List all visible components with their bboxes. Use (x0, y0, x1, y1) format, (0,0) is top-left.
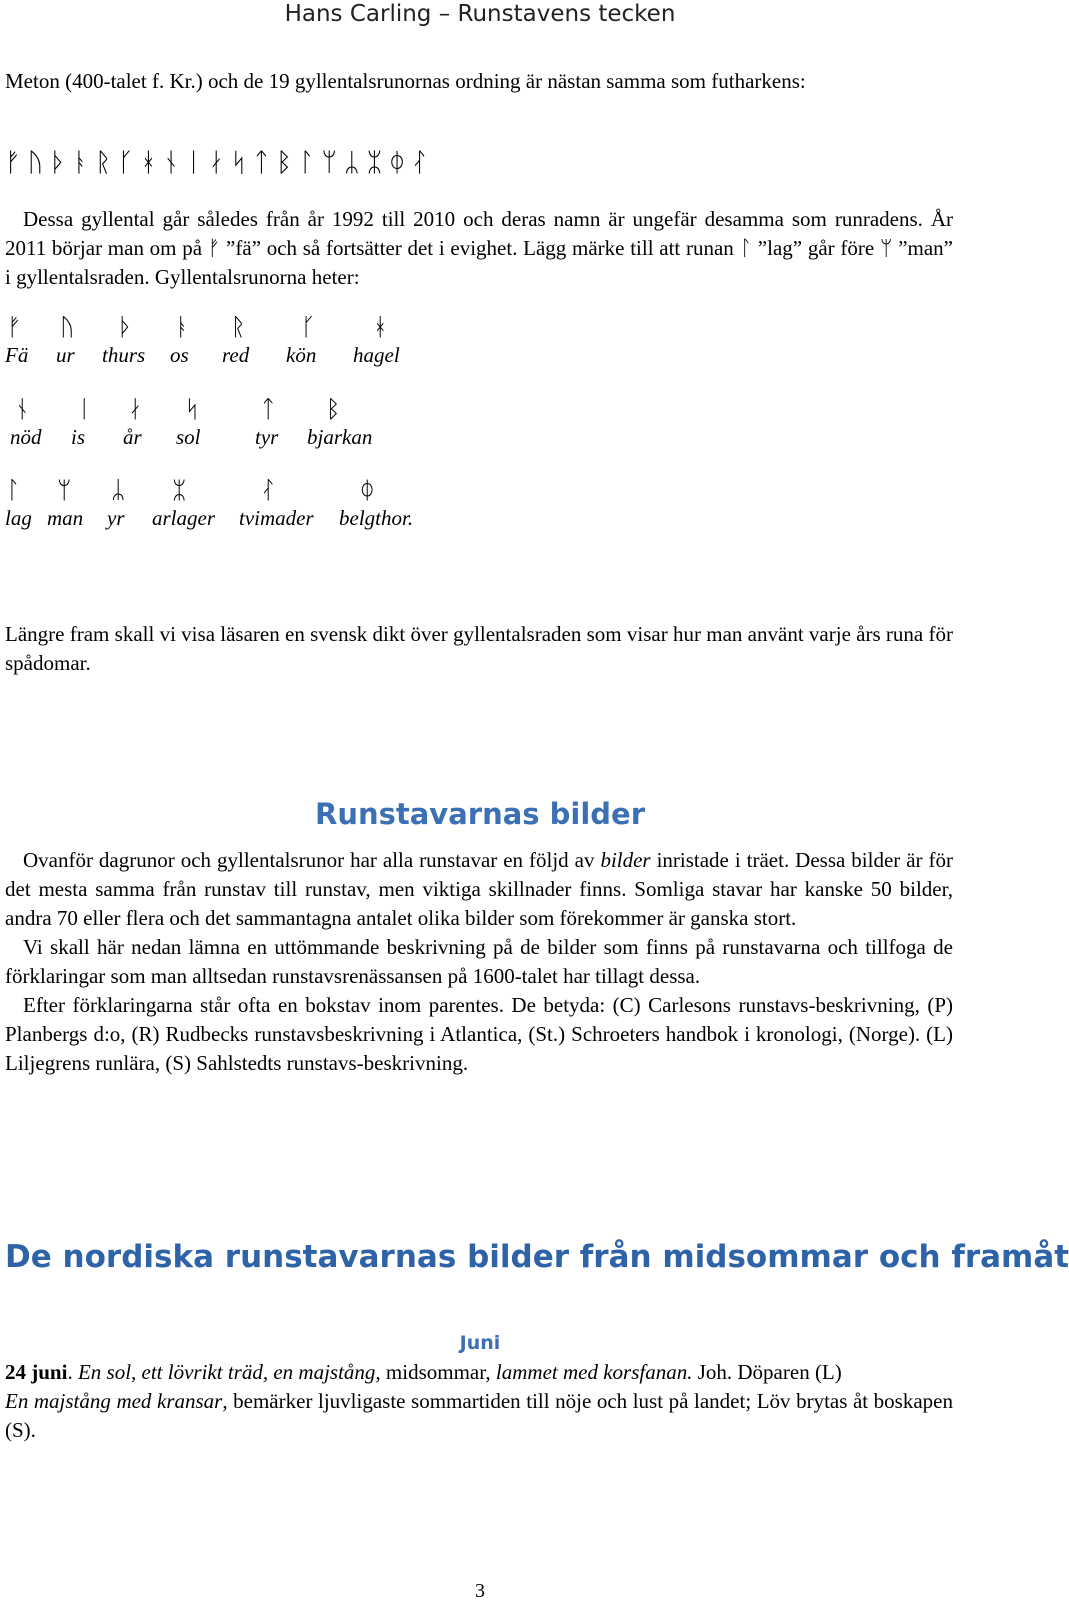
emphasis-bilder: bilder (600, 848, 651, 872)
rune-man: ᛘ (879, 236, 893, 260)
rune-glyph: ᚢ (60, 313, 75, 341)
rune-glyph: ᚾ (15, 395, 30, 423)
rune-glyph: ᛒ (326, 395, 341, 423)
rune-glyph: ᚴ (301, 313, 316, 341)
rune-glyph: ᛰ (360, 476, 375, 504)
text-segment: ”lag” går före (752, 236, 880, 260)
rune-name: is (71, 425, 86, 449)
rune-glyph: ᛘ (57, 476, 72, 504)
rune-fa: ᚠ (207, 236, 221, 260)
paragraph-forklaringar: Efter förklaringarna står ofta en bokstav inom parentes. De betyda: (C) Carlesons runstavs-beskrivning, (P) Planbergs d:o, (R) Rudbecks runstavsbeskrivning i Atlantica, (St.) Schroeters handbok i kronologi, (Norge). (L) Liljegrens runlära, (S) Sahlstedts runstavs-beskrivning. (5, 993, 953, 1075)
entry-majstang (5, 1387, 953, 1445)
rune-glyph: ᚠ (7, 313, 22, 341)
dikt-text: Längre fram skall vi visa läsaren en svensk dikt över gyllentalsraden som visar hur man använt varje års runa för spådomar. (5, 622, 953, 675)
intro-text: Meton (400-talet f. Kr.) och de 19 gyllentalsrunornas ordning är nästan samma som futharkens: (5, 69, 806, 93)
rune-name: tvimader (239, 506, 314, 530)
rune-name: yr (107, 506, 125, 530)
emphasis: lammet med korsfanan. (495, 1360, 693, 1384)
rune-name: kön (286, 343, 317, 367)
rune-name: arlager (152, 506, 215, 530)
entry-24-juni (5, 1358, 953, 1387)
text-segment: , bemärker ljuvligaste sommartiden till nöje och lust på landet; Löv brytas åt boskapen (S). (5, 1389, 953, 1442)
rune-glyph: ᛚ (6, 476, 21, 504)
rune-name: lag (5, 506, 32, 530)
rune-glyph: ᛦ (111, 476, 126, 504)
entry-date: 24 juni (5, 1360, 68, 1384)
paragraph-bilder-intro (5, 846, 953, 933)
intro-paragraph (5, 67, 953, 96)
text-segment: ”man” i gyllentalsraden. Gyllentalsrunorna heter: (5, 236, 953, 289)
page-number: 3 (475, 1580, 485, 1602)
rune-glyph: ᛏ (261, 395, 276, 423)
text-segment: Dessa gyllental går således från år 1992 till 2010 och deras namn är ungefär desamma som runradens. År 2011 börjar man om på (5, 207, 953, 260)
paragraph-dikt (5, 620, 953, 678)
rune-name: år (123, 425, 142, 449)
rune-name: thurs (102, 343, 146, 367)
text-segment: midsommar, (380, 1360, 496, 1384)
rune-glyph: ᛋ (185, 395, 200, 423)
emphasis: En sol, ett lövrikt träd, en majstång, (77, 1360, 381, 1384)
heading-runstavarnas-bilder: Runstavarnas bilder (314, 797, 646, 831)
rune-name: red (222, 343, 250, 367)
heading-juni: Juni (459, 1332, 501, 1354)
paragraph-gyllental (5, 205, 953, 292)
rune-name: belgthor. (339, 506, 414, 530)
heading-nordiska-runstavarnas-bilder: De nordiska runstavarnas bilder från midsommar och framåt (5, 1239, 1069, 1275)
rune-glyph: ᚱ (231, 313, 246, 341)
rune-name: man (47, 506, 84, 530)
rune-name: Fä (5, 343, 29, 367)
section-bilder (5, 846, 953, 1078)
text-segment: . (67, 1360, 78, 1384)
rune-lag: ᛚ (739, 236, 753, 260)
text-segment: ”fä” och så fortsätter det i evighet. Lägg märke till att runan (220, 236, 740, 260)
rune-name: hagel (353, 343, 400, 367)
rune-name: os (170, 343, 189, 367)
rune-glyph: ᚭ (175, 313, 190, 341)
emphasis: En majstång med kransar (5, 1389, 223, 1413)
rune-glyph: ᚼ (373, 313, 388, 341)
page-header: Hans Carling – Runstavens tecken (284, 1, 676, 27)
rune-name: bjarkan (307, 425, 373, 449)
rune-name: nöd (10, 425, 42, 449)
text-segment: Ovanför dagrunor och gyllentalsrunor har alla runstavar en följd av (23, 848, 601, 872)
rune-glyph: ᛁ (77, 395, 92, 423)
futhark-rune-row: ᚠᚢᚦᚭᚱᚴᚼᚾᛁᛅᛋᛏᛒᛚᛘᛦᛯᛰᛮ (5, 148, 435, 178)
rune-name: ur (56, 343, 75, 367)
rune-glyph: ᛯ (172, 476, 187, 504)
rune-glyph: ᚦ (118, 313, 133, 341)
paragraph-beskrivning: Vi skall här nedan lämna en uttömmande beskrivning på de bilder som finns på runstavarna och tillfoga de förklaringar som man alltsedan runstavsrenässansen på 1600-talet har tillagt dessa. (5, 935, 953, 988)
text-segment: inristade i träet. Dessa bilder är för det mesta samma från runstav till runstav, men viktiga skillnader finns. Somliga stavar har kanske 50 bilder, andra 70 eller flera och det sammantagna antalet olika bilder som förekommer är ganska stort. (5, 848, 953, 930)
text-segment: Joh. Döparen (L) (692, 1360, 842, 1384)
section-juni (5, 1358, 953, 1445)
rune-glyph: ᛮ (261, 476, 276, 504)
rune-name: sol (176, 425, 201, 449)
rune-name: tyr (255, 425, 279, 449)
rune-glyph: ᛅ (128, 395, 143, 423)
